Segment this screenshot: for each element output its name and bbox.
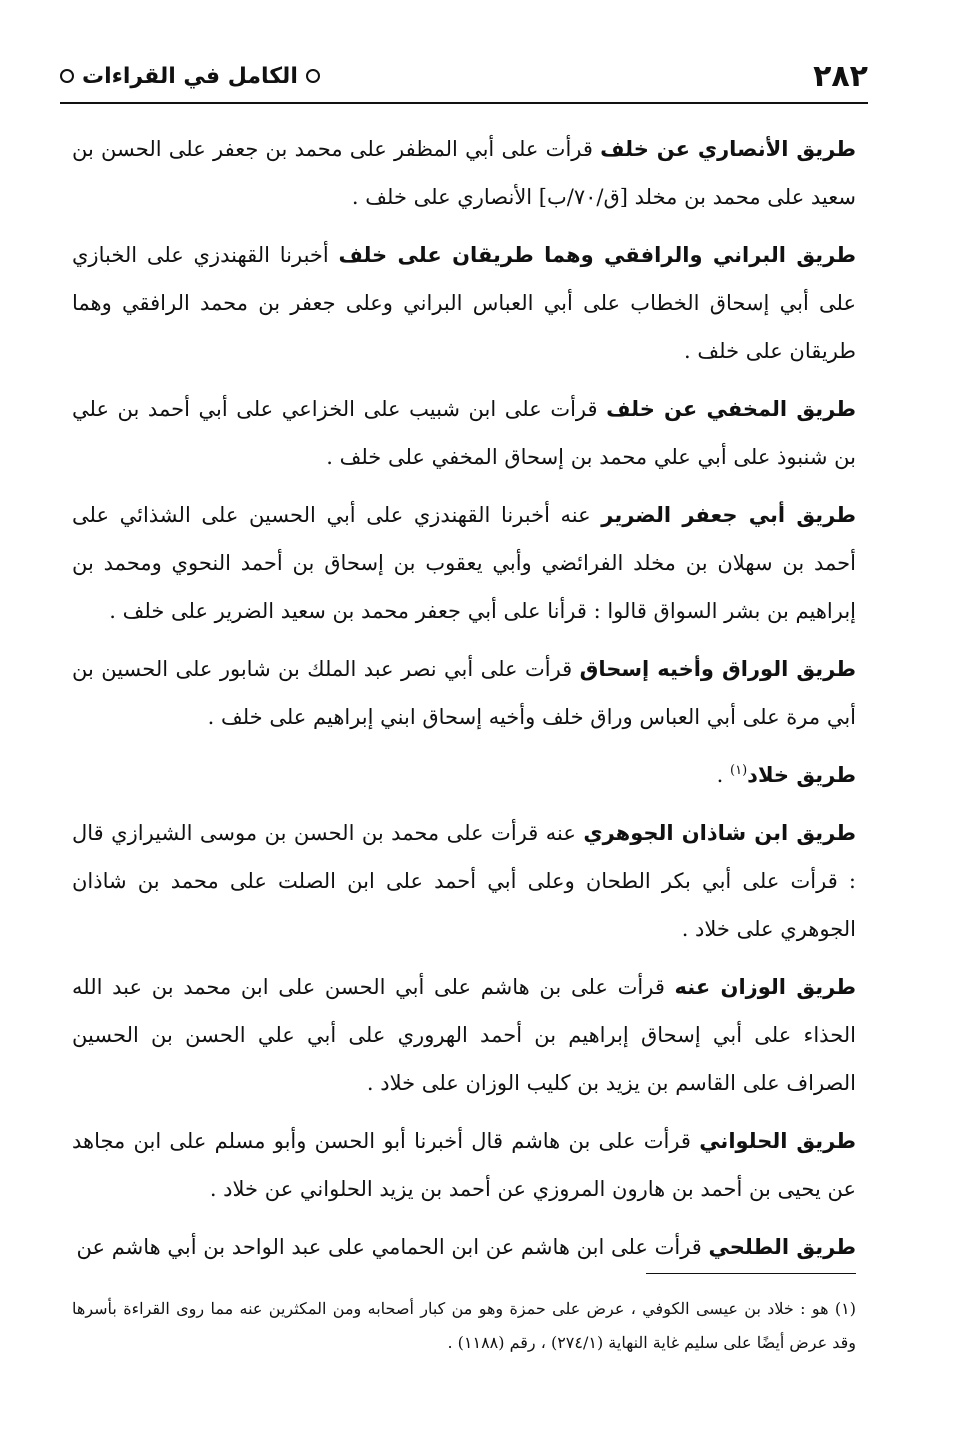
paragraph-text: قرأت على أبي نصر عبد الملك بن شابور على الحسين بن أبي مرة على أبي العباس وراق خلف وأخيه إسحاق ابني إبراهيم على خلف .	[72, 657, 856, 729]
footnote-reference[interactable]: (١)	[730, 763, 748, 778]
footnote-divider	[646, 1273, 856, 1274]
circle-ornament-icon	[60, 69, 74, 83]
paragraph-text: قرأت على أبي المظفر على محمد بن جعفر على الحسن بن سعيد على محمد بن مخلد [ق/٧٠/ب] الأنصاري على خلف .	[72, 137, 856, 209]
route-heading: طريق الوراق وأخيه إسحاق	[579, 657, 856, 681]
paragraph	[72, 809, 856, 953]
paragraph-text: قرأت على ابن شبيب على الخزاعي على أبي أحمد بن علي بن شنبوذ على أبي علي محمد بن إسحاق المخفي على خلف .	[72, 397, 856, 469]
running-header	[60, 50, 868, 104]
paragraph	[72, 1117, 856, 1213]
footnote	[72, 1292, 856, 1360]
paragraph	[72, 963, 856, 1107]
paragraph	[72, 231, 856, 375]
paragraph-text: قرأت على بن هاشم قال أخبرنا أبو الحسن وأبو مسلم على ابن مجاهد عن يحيى بن أحمد بن هارون المروزي عن أحمد بن يزيد الحلواني عن خلاد .	[72, 1129, 856, 1201]
paragraph-text: قرأت على بن هاشم على أبي الحسن على ابن محمد بن عبد الله الحذاء على أبي إسحاق إبراهيم بن أحمد الهروري على أبي علي الحسن بن الحسين الصراف على القاسم بن يزيد بن كليب الوزان على خلاد .	[72, 975, 856, 1095]
route-heading: طريق الحلواني	[699, 1129, 856, 1153]
route-heading: طريق ابن شاذان الجوهري	[583, 821, 856, 845]
paragraph	[72, 645, 856, 741]
paragraph	[72, 385, 856, 481]
main-text	[72, 125, 856, 1281]
route-heading: طريق الأنصاري عن خلف	[600, 137, 856, 161]
route-heading: طريق خلاد	[747, 763, 856, 787]
route-heading: طريق المخفي عن خلف	[606, 397, 856, 421]
footnote-text: (١) هو : خلاد بن عيسى الكوفي ، عرض على حمزة وهو من كبار أصحابه ومن المكثرين عنه مما روى القراءة بأسرها وقد عرض أيضًا على سليم غاية النهاية (٢٧٤/١) ، رقم (١١٨٨) .	[72, 1299, 856, 1352]
book-title	[60, 64, 320, 89]
paragraph	[72, 1223, 856, 1271]
route-heading: طريق أبي جعفر الضرير	[601, 503, 856, 527]
book-title-text: الكامل في القراءات	[82, 63, 298, 89]
paragraph	[72, 125, 856, 221]
paragraph-text: عنه أخبرنا القهندزي على أبي الحسين على الشذائي على أحمد بن سهلان بن مخلد الفرائضي وأبي يعقوب بن إسحاق بن أحمد النحوي ومحمد بن إبراهيم بن بشر السواق قالوا : قرأنا على أبي جعفر محمد بن سعيد الضرير على خلف .	[72, 503, 856, 623]
paragraph	[72, 751, 856, 799]
route-heading: طريق الطلحي	[708, 1235, 856, 1259]
paragraph	[72, 491, 856, 635]
paragraph-text: أخبرنا القهندزي على الخبازي على أبي إسحاق الخطاب على أبي العباس البراني وعلى جعفر بن محمد الرافقي وهما طريقان على خلف .	[72, 243, 856, 363]
paragraph-text: عنه قرأت على محمد بن الحسن بن موسى الشيرازي قال : قرأت على أبي بكر الطحان وعلى أبي أحمد على ابن الصلت على محمد بن شاذان الجوهري على خلاد .	[72, 821, 856, 941]
route-heading: طريق الوزان عنه	[674, 975, 856, 999]
route-heading: طريق البراني والرافقي وهما طريقان على خلف	[338, 243, 856, 267]
page-number: ٢٨٢	[813, 58, 868, 94]
circle-ornament-icon	[306, 69, 320, 83]
paragraph-text: قرأت على ابن هاشم عن ابن الحمامي على عبد الواحد بن أبي هاشم عن	[76, 1235, 709, 1259]
paragraph-text: .	[716, 763, 731, 787]
